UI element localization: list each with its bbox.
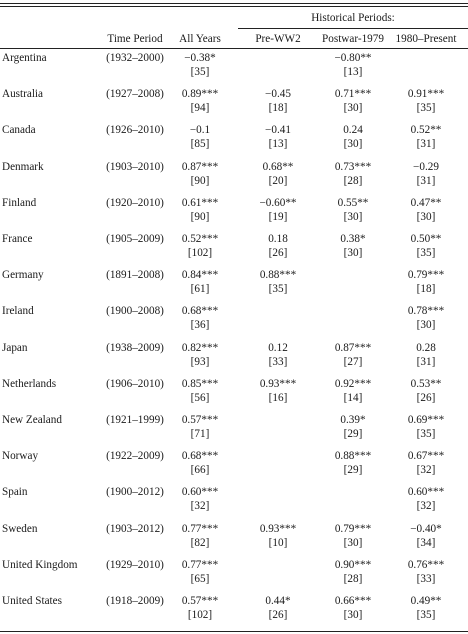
row-time-period: (1903–2010) — [106, 160, 164, 173]
row-coefficient: 0.24 — [343, 124, 363, 137]
row-observations: [35] — [416, 247, 436, 259]
row-observations: [30] — [343, 138, 363, 151]
row-coefficient: 0.49** — [410, 595, 442, 607]
row-coefficient: 0.52*** — [181, 233, 219, 245]
row-country: Ireland — [2, 305, 34, 318]
row-coefficient: 0.71*** — [334, 88, 372, 101]
row-observations: [94] — [190, 102, 210, 115]
row-time-period: (1922–2009) — [106, 450, 164, 463]
row-observations: [93] — [190, 355, 210, 368]
row-observations: [31] — [416, 174, 436, 187]
row-observations: [32] — [416, 464, 436, 477]
row-coefficient: 0.12 — [268, 341, 288, 354]
row-country: Finland — [2, 196, 37, 209]
row-observations: [35] — [190, 66, 210, 78]
row-observations: [35] — [268, 283, 288, 296]
row-country: Denmark — [2, 160, 44, 173]
row-country: Australia — [2, 88, 44, 101]
row-coefficient: 0.84*** — [181, 269, 219, 282]
header-time-period: Time Period — [107, 33, 163, 45]
row-coefficient: −0.60** — [259, 196, 297, 209]
row-observations: [30] — [343, 210, 363, 223]
row-time-period: (1927–2008) — [106, 88, 164, 101]
row-coefficient: 0.87*** — [334, 341, 372, 354]
row-observations: [61] — [190, 283, 210, 296]
row-coefficient: 0.57*** — [181, 595, 219, 607]
row-coefficient: 0.93*** — [259, 522, 297, 535]
row-country: United States — [2, 595, 62, 607]
row-coefficient: 0.50** — [410, 233, 442, 245]
row-observations: [29] — [343, 428, 363, 440]
row-coefficient: −0.38* — [184, 52, 216, 64]
row-observations: [65] — [190, 572, 210, 585]
row-country: New Zealand — [2, 414, 62, 426]
row-coefficient: 0.79*** — [407, 269, 445, 282]
row-coefficient: 0.60*** — [181, 486, 219, 499]
row-coefficient: 0.87*** — [181, 160, 219, 173]
row-time-period: (1903–2012) — [106, 522, 164, 535]
row-coefficient: 0.77*** — [181, 522, 219, 535]
row-observations: [20] — [268, 174, 288, 187]
row-observations: [18] — [416, 283, 436, 296]
row-observations: [19] — [268, 210, 288, 223]
row-coefficient: 0.82*** — [181, 341, 219, 354]
row-time-period: (1920–2010) — [106, 196, 164, 209]
row-time-period: (1900–2008) — [106, 305, 164, 318]
row-coefficient: 0.76*** — [407, 558, 445, 571]
row-coefficient: 0.90*** — [334, 558, 372, 571]
row-observations: [33] — [416, 572, 436, 585]
row-coefficient: 0.52** — [410, 124, 442, 137]
row-coefficient: 0.91*** — [407, 88, 445, 101]
bottom-rule — [0, 631, 468, 632]
row-time-period: (1918–2009) — [106, 595, 164, 607]
row-coefficient: 0.53** — [410, 377, 442, 390]
row-observations: [13] — [343, 66, 363, 78]
row-observations: [26] — [268, 247, 288, 259]
row-coefficient: 0.57*** — [181, 414, 219, 426]
row-time-period: (1900–2012) — [106, 486, 164, 499]
row-observations: [28] — [343, 174, 363, 187]
row-country: France — [2, 233, 33, 245]
row-observations: [31] — [416, 355, 436, 368]
row-coefficient: 0.73*** — [334, 160, 372, 173]
row-observations: [28] — [343, 572, 363, 585]
row-coefficient: −0.80** — [334, 52, 372, 64]
row-coefficient: −0.29 — [413, 160, 439, 173]
row-coefficient: 0.88*** — [259, 269, 297, 282]
row-observations: [30] — [343, 536, 363, 549]
row-observations: [85] — [190, 138, 210, 151]
header-group-label: Historical Periods: — [311, 12, 395, 24]
row-observations: [90] — [190, 210, 210, 223]
row-coefficient: 0.61*** — [181, 196, 219, 209]
top-rule-1 — [0, 3, 468, 4]
row-coefficient: 0.68** — [262, 160, 294, 173]
row-observations: [26] — [268, 609, 288, 621]
row-country: Norway — [2, 450, 39, 463]
row-coefficient: 0.85*** — [181, 377, 219, 390]
row-observations: [33] — [268, 355, 288, 368]
row-observations: [32] — [416, 500, 436, 513]
row-country: Spain — [2, 486, 28, 499]
header-postwar-1979: Postwar-1979 — [322, 33, 384, 45]
row-coefficient: 0.39* — [340, 414, 366, 426]
row-observations: [30] — [416, 210, 436, 223]
row-coefficient: 0.47** — [410, 196, 442, 209]
row-observations: [27] — [343, 355, 363, 368]
row-country: Sweden — [2, 522, 38, 535]
row-coefficient: 0.79*** — [334, 522, 372, 535]
row-country: Argentina — [2, 52, 47, 64]
row-coefficient: −0.41 — [265, 124, 291, 137]
row-observations: [102] — [187, 247, 213, 259]
row-country: United Kingdom — [2, 558, 78, 571]
row-observations: [90] — [190, 174, 210, 187]
row-coefficient: 0.68*** — [181, 305, 219, 318]
row-observations: [82] — [190, 536, 210, 549]
header-all-years: All Years — [179, 33, 221, 45]
row-coefficient: 0.78*** — [407, 305, 445, 318]
top-rule-2 — [0, 6, 468, 7]
row-coefficient: 0.60*** — [407, 486, 445, 499]
row-time-period: (1891–2008) — [106, 269, 164, 282]
row-country: Canada — [2, 124, 36, 137]
row-coefficient: 0.44* — [265, 595, 291, 607]
row-observations: [30] — [343, 102, 363, 115]
row-time-period: (1929–2010) — [106, 558, 164, 571]
group-underline — [238, 28, 468, 29]
row-coefficient: 0.18 — [268, 233, 288, 245]
row-observations: [35] — [416, 428, 436, 440]
header-bottom-rule — [0, 48, 468, 49]
row-observations: [10] — [268, 536, 288, 549]
row-observations: [30] — [343, 609, 363, 621]
row-country: Japan — [2, 341, 28, 354]
row-observations: [16] — [268, 391, 288, 404]
row-coefficient: −0.1 — [189, 124, 211, 137]
row-coefficient: 0.88*** — [334, 450, 372, 463]
row-country: Germany — [2, 269, 44, 282]
row-coefficient: 0.77*** — [181, 558, 219, 571]
row-observations: [14] — [343, 391, 363, 404]
row-coefficient: −0.45 — [265, 88, 291, 101]
row-observations: [35] — [416, 102, 436, 115]
row-time-period: (1905–2009) — [106, 233, 164, 245]
row-coefficient: 0.28 — [416, 341, 436, 354]
row-coefficient: 0.38* — [340, 233, 366, 245]
row-coefficient: 0.92*** — [334, 377, 372, 390]
row-observations: [71] — [190, 428, 210, 440]
row-observations: [18] — [268, 102, 288, 115]
row-observations: [102] — [187, 609, 213, 621]
row-time-period: (1926–2010) — [106, 124, 164, 137]
row-observations: [13] — [268, 138, 288, 151]
row-time-period: (1921–1999) — [106, 414, 164, 426]
row-time-period: (1938–2009) — [106, 341, 164, 354]
row-observations: [30] — [416, 319, 436, 332]
row-country: Netherlands — [2, 377, 57, 390]
row-time-period: (1906–2010) — [106, 377, 164, 390]
row-observations: [35] — [416, 609, 436, 621]
row-time-period: (1932–2000) — [106, 52, 164, 64]
row-coefficient: 0.55** — [337, 196, 369, 209]
row-observations: [56] — [190, 391, 210, 404]
row-observations: [34] — [416, 536, 436, 549]
row-observations: [30] — [343, 247, 363, 259]
row-observations: [29] — [343, 464, 363, 477]
row-observations: [36] — [190, 319, 210, 332]
row-coefficient: 0.67*** — [407, 450, 445, 463]
row-coefficient: 0.93*** — [259, 377, 297, 390]
row-observations: [66] — [190, 464, 210, 477]
row-coefficient: 0.66*** — [334, 595, 372, 607]
row-coefficient: 0.68*** — [181, 450, 219, 463]
row-coefficient: 0.69*** — [407, 414, 445, 426]
row-observations: [31] — [416, 138, 436, 151]
row-coefficient: 0.89*** — [181, 88, 219, 101]
row-observations: [26] — [416, 391, 436, 404]
header-pre-ww2: Pre-WW2 — [255, 33, 301, 45]
row-coefficient: −0.40* — [410, 522, 442, 535]
header-1980-present: 1980–Present — [395, 33, 457, 45]
row-observations: [32] — [190, 500, 210, 513]
